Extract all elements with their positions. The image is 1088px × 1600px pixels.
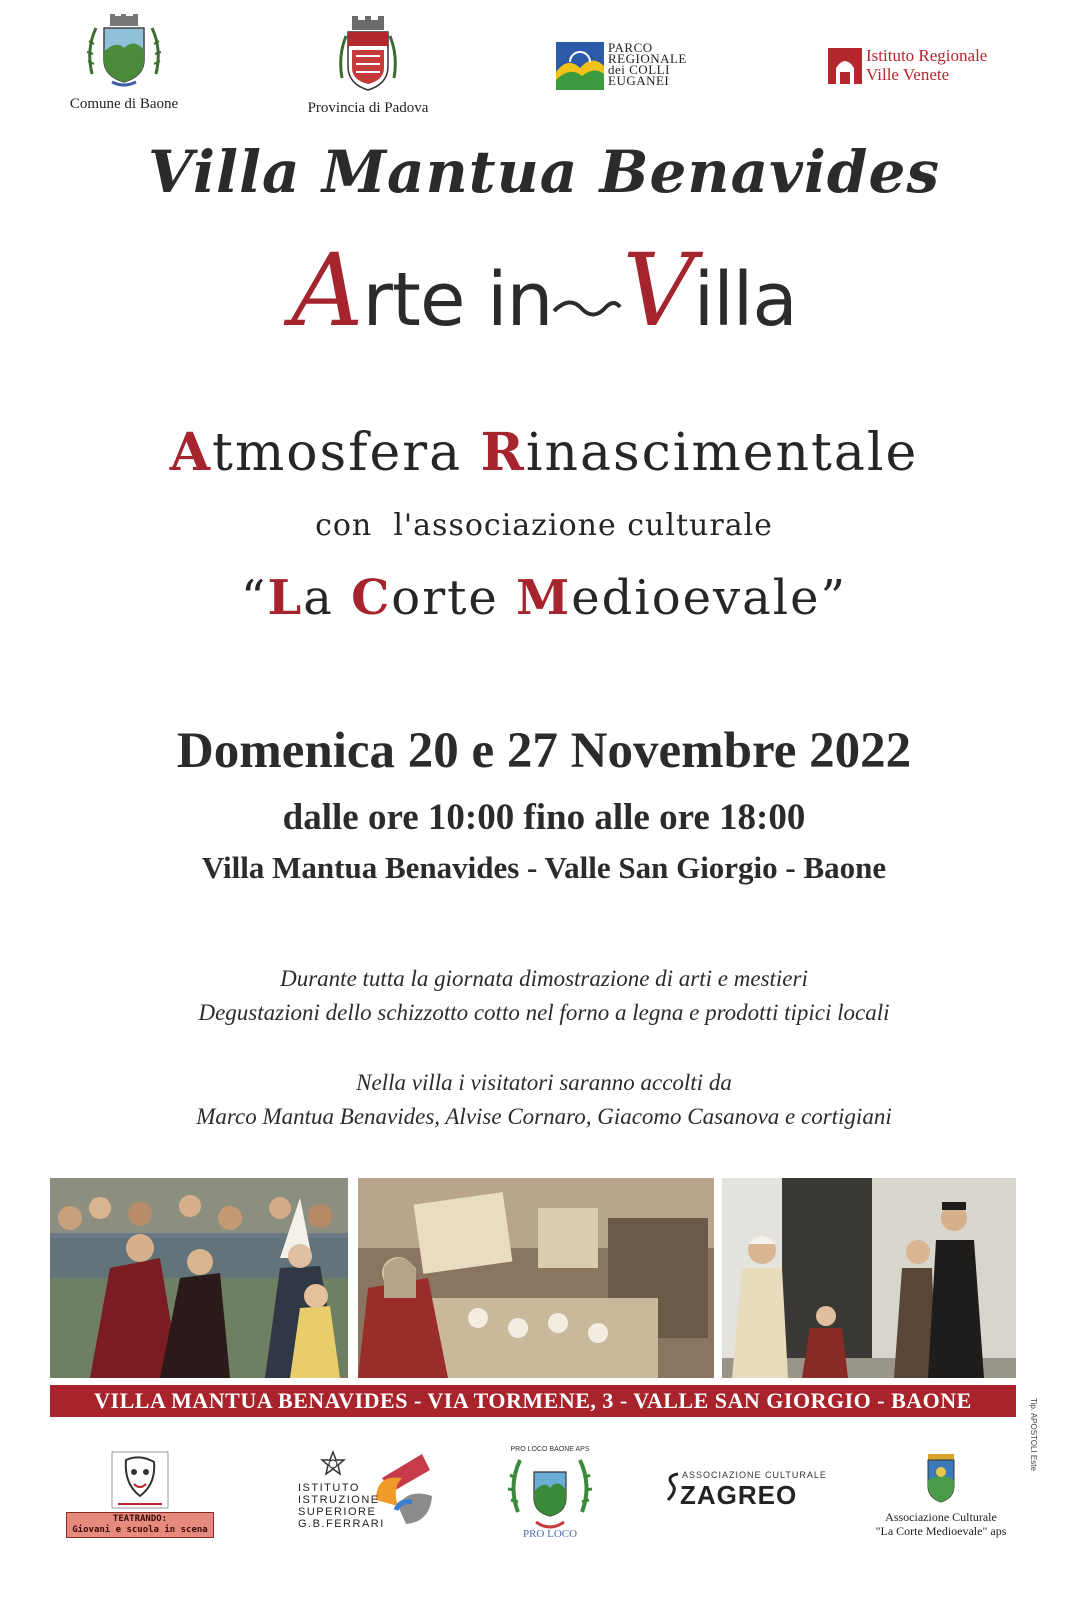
description-block-1 xyxy=(0,962,1088,1030)
atmos-rest-a: tmosfera xyxy=(212,423,481,483)
corte-cap-l: L xyxy=(267,570,304,626)
proloco-top-label: PRO LOCO BAONE APS xyxy=(510,1446,590,1453)
logo-corte-medioevale xyxy=(866,1452,1016,1538)
association-intro: con l'associazione culturale xyxy=(315,508,773,543)
istituto-line-3: SUPERIORE xyxy=(298,1506,377,1518)
subtitle-rest-v: illa xyxy=(693,257,797,343)
description-line-4: Marco Mantua Benavides, Alvise Cornaro, Giacomo Casanova e cortigiani xyxy=(196,1104,892,1129)
atmosfera-heading xyxy=(0,422,1088,483)
provincia-padova-label: Provincia di Padova xyxy=(307,100,429,116)
irvv-line-1: Istituto Regionale xyxy=(866,46,988,65)
parco-line-1: PARCO xyxy=(608,40,653,55)
comune-baone-label: Comune di Baone xyxy=(69,96,179,112)
description-line-3: Nella villa i visitatori saranno accolti da xyxy=(356,1070,732,1095)
event-date: Domenica 20 e 27 Novembre 2022 xyxy=(176,723,912,779)
corte-rest-c: orte xyxy=(391,570,517,626)
logo-provincia-padova xyxy=(288,16,448,117)
istituto-line-2: ISTRUZIONE xyxy=(298,1494,380,1506)
corte-rest-m: edioevale xyxy=(571,570,821,626)
description-line-1: Durante tutta la giornata dimostrazione di arti e mestieri xyxy=(280,966,808,991)
flourish-icon xyxy=(552,285,622,325)
teatrando-mask-icon xyxy=(110,1450,170,1510)
corte-assoc-line-1: Associazione Culturale xyxy=(885,1510,997,1524)
zagreo-small-label: ASSOCIAZIONE CULTURALE xyxy=(682,1470,827,1480)
logo-comune-baone xyxy=(56,14,192,113)
italy-emblem-icon xyxy=(320,1450,346,1478)
close-quote: ” xyxy=(820,570,848,626)
artisans-image xyxy=(358,1178,714,1378)
subtitle-rest-a: rte in xyxy=(362,257,553,343)
parco-line-4: EUGANEI xyxy=(608,73,670,88)
zagreo-big-label: ZAGREO xyxy=(680,1480,798,1510)
atmos-cap-a: A xyxy=(169,422,213,483)
istituto-line-1: ISTITUTO xyxy=(298,1482,360,1494)
costumes-image xyxy=(722,1178,1016,1378)
address-bar: VILLA MANTUA BENAVIDES - VIA TORMENE, 3 - VALLE SAN GIORGIO - BAONE xyxy=(50,1385,1016,1417)
parco-line-2: REGIONALE xyxy=(608,51,687,66)
atmos-cap-r: R xyxy=(480,422,526,483)
dancers-image xyxy=(50,1178,348,1378)
subtitle-cap-a: A xyxy=(291,232,363,349)
description-line-2: Degustazioni dello schizzotto cotto nel forno a legna e prodotti tipici locali xyxy=(198,1000,890,1025)
photo-costumes xyxy=(722,1178,1016,1378)
parco-hills-icon xyxy=(556,42,604,90)
atmos-rest-r: inascimentale xyxy=(525,423,919,483)
parco-line-3: dei COLLI xyxy=(608,62,670,77)
corte-cap-m: M xyxy=(516,570,572,626)
corte-rest-l: a xyxy=(303,570,352,626)
logo-proloco-baone xyxy=(504,1442,596,1542)
description-block-2 xyxy=(0,1066,1088,1134)
proloco-wreath-icon xyxy=(504,1442,596,1542)
event-hours: dalle ore 10:00 fino alle ore 18:00 xyxy=(282,797,806,838)
logo-teatrando xyxy=(66,1450,214,1538)
teatrando-badge xyxy=(66,1512,214,1538)
printer-credit: Tip. APOSTOLI Este xyxy=(1029,1398,1038,1471)
ville-venete-arch-icon xyxy=(828,46,862,86)
photo-dancers xyxy=(50,1178,348,1378)
padova-crest-icon xyxy=(338,16,398,96)
corte-shield-icon xyxy=(924,1452,958,1504)
teatrando-subtitle: Giovani e scuola in scena xyxy=(72,1525,208,1535)
teatrando-title: TEATRANDO: xyxy=(112,1514,168,1524)
association-name xyxy=(0,570,1088,626)
open-quote: “ xyxy=(240,570,268,626)
corte-cap-c: C xyxy=(351,570,392,626)
istituto-line-4: G.B.FERRARI xyxy=(298,1518,385,1530)
baone-crest-icon xyxy=(84,14,164,92)
event-place: Villa Mantua Benavides - Valle San Giorgio - Baone xyxy=(201,850,887,885)
event-subtitle xyxy=(0,232,1088,349)
photo-artisans xyxy=(358,1178,714,1378)
page-title: Villa Mantua Benavides xyxy=(147,138,941,206)
logo-istituto-ferrari xyxy=(298,1448,438,1538)
proloco-bottom-label: PRO LOCO xyxy=(522,1528,578,1540)
corte-assoc-line-2: "La Corte Medioevale" aps xyxy=(875,1524,1007,1538)
irvv-line-2: Ville Venete xyxy=(866,65,950,84)
subtitle-cap-v: V xyxy=(622,232,694,349)
